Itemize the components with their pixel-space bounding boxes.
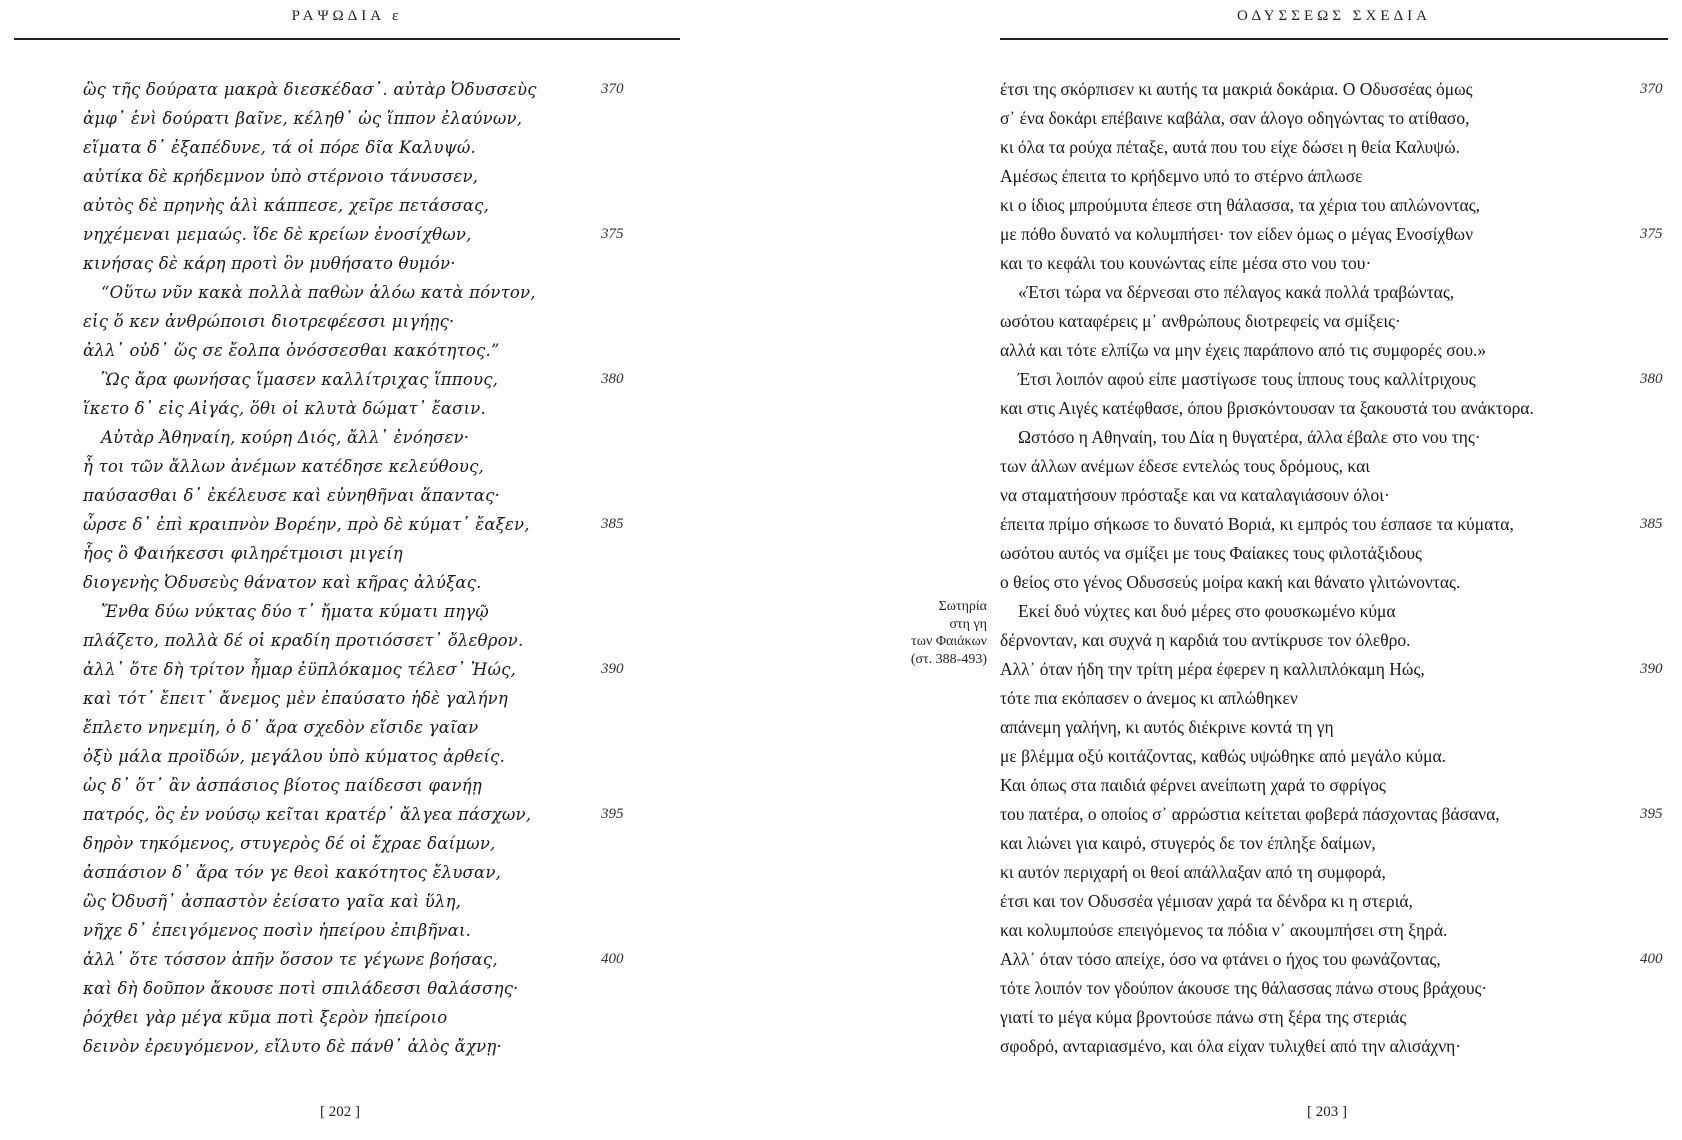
verse-text: να σταματήσουν πρόσταξε και να καταλαγιάσουν όλοι·	[1000, 485, 1390, 505]
verse-line	[83, 829, 643, 858]
verse-text: πατρός, ὃς ἐν νούσῳ κεῖται κρατέρ᾽ ἄλγεα πάσχων,	[83, 805, 532, 824]
verse-text: ωσότου καταφέρεις μ᾽ ανθρώπους διοτρεφείς να σμίξεις·	[1000, 311, 1401, 331]
verse-line	[1000, 510, 1663, 539]
margin-note-line: Σωτηρία	[938, 599, 987, 614]
verse-line	[1000, 916, 1640, 945]
line-number: 375	[1640, 226, 1663, 242]
verse-line	[1000, 104, 1640, 133]
verse-text: τότε λοιπόν τον γδούπον άκουσε της θάλασσας πάνω στους βράχους·	[1000, 978, 1488, 998]
verse-text: αὐτὸς δὲ πρηνὴς ἁλὶ κάππεσε, χεῖρε πετάσσας,	[83, 196, 490, 215]
verse-line	[1000, 829, 1640, 858]
verse-text: Έτσι λοιπόν αφού είπε μαστίγωσε τους ίππους τους καλλίτριχους	[1018, 369, 1476, 389]
verse-text: με πόθο δυνατό να κολυμπήσει· τον είδεν όμως ο μέγας Ενοσίχθων	[1000, 224, 1473, 244]
verse-text: Αλλ᾽ όταν ήδη την τρίτη μέρα έφερεν η καλλιπλόκαμη Ηώς,	[1000, 659, 1425, 679]
verse-text: καὶ τότ᾽ ἔπειτ᾽ ἄνεμος μὲν ἐπαύσατο ἠδὲ γαλήνη	[83, 689, 508, 708]
line-number: 380	[1640, 371, 1663, 387]
verse-line	[83, 655, 643, 684]
verse-line	[1000, 887, 1640, 916]
verse-text: παύσασθαι δ᾽ ἐκέλευσε καὶ εὐνηθῆναι ἅπαντας·	[83, 486, 501, 505]
verse-text: σ᾽ ένα δοκάρι επέβαινε καβάλα, σαν άλογο οδηγώντας το ατίθασο,	[1000, 108, 1470, 128]
margin-note	[881, 598, 987, 668]
verse-line	[83, 626, 643, 655]
verse-line	[1000, 568, 1640, 597]
verse-line	[1000, 1003, 1640, 1032]
verse-line	[1000, 394, 1640, 423]
verse-text: με βλέμμα οξύ κοιτάζοντας, καθώς υψώθηκε από μεγάλο κύμα.	[1000, 746, 1447, 766]
verse-text: ὣς Ὀδυσῆ᾽ ἀσπαστὸν ἐείσατο γαῖα καὶ ὕλη,	[83, 892, 462, 911]
verse-line	[83, 75, 643, 104]
verse-line	[83, 1032, 643, 1061]
verse-text: τότε πια εκόπασεν ο άνεμος κι απλώθηκεν	[1000, 688, 1298, 708]
verse-text: των άλλων ανέμων έδεσε εντελώς τους δρόμους, και	[1000, 456, 1370, 476]
translation-verse-list	[1000, 75, 1663, 1061]
verse-text: έπειτα πρίμο σήκωσε το δυνατό Βοριά, κι εμπρός του έσπασε τα κύματα,	[1000, 514, 1514, 534]
verse-text: δεινὸν ἐρευγόμενον, εἴλυτο δὲ πάνθ᾽ ἁλὸς ἄχνῃ·	[83, 1037, 502, 1056]
verse-line	[1000, 626, 1640, 655]
verse-text: αὐτίκα δὲ κρήδεμνον ὑπὸ στέρνοιο τάνυσσεν,	[83, 167, 479, 186]
verse-line	[83, 684, 643, 713]
verse-line	[1000, 771, 1640, 800]
line-number: 395	[1640, 806, 1663, 822]
verse-line	[83, 974, 643, 1003]
verse-line	[83, 887, 643, 916]
verse-text: ἧος ὃ Φαιήκεσσι φιληρέτμοισι μιγείη	[83, 544, 403, 563]
verse-line	[83, 481, 643, 510]
line-number: 370	[1640, 81, 1663, 97]
verse-line	[1000, 742, 1640, 771]
verse-text: Εκεί δυό νύχτες και δυό μέρες στο φουσκωμένο κύμα	[1018, 601, 1396, 621]
verse-line	[83, 945, 643, 974]
line-number: 390	[601, 661, 624, 677]
verse-text: Ωστόσο η Αθηναίη, του Δία η θυγατέρα, άλλα έβαλε στο νου της·	[1018, 427, 1481, 447]
verse-text: ὣς τῆς δούρατα μακρὰ διεσκέδασ᾽. αὐτὰρ Ὀδυσσεὺς	[83, 80, 537, 99]
verse-line	[1000, 539, 1640, 568]
verse-text: ο θείος στο γένος Οδυσσεύς μοίρα κακή και θάνατο γλιτώνοντας.	[1000, 572, 1461, 592]
verse-text: ὀξὺ μάλα προϊδών, μεγάλου ὑπὸ κύματος ἀρθείς.	[83, 747, 506, 766]
verse-line	[83, 133, 643, 162]
verse-text: Αὐτὰρ Ἀθηναίη, κούρη Διός, ἄλλ᾽ ἐνόησεν·	[101, 428, 470, 447]
verse-line	[1000, 713, 1640, 742]
verse-text: εἵματα δ᾽ ἐξαπέδυνε, τά οἱ πόρε δῖα Καλυψώ.	[83, 138, 476, 157]
page-number-right: [ 203 ]	[1307, 1104, 1347, 1120]
verse-text: δέρνονταν, και συχνά η καρδιά του αντίκρυσε τον όλεθρο.	[1000, 630, 1411, 650]
verse-text: και λιώνει για καιρό, στυγερός δε τον έπληξε δαίμων,	[1000, 833, 1376, 853]
page-number-left: [ 202 ]	[320, 1104, 360, 1120]
verse-line	[83, 394, 643, 423]
verse-line	[83, 742, 643, 771]
right-page-modern-translation	[841, 0, 1682, 1140]
verse-line	[1000, 365, 1663, 394]
verse-text: αλλά και τότε ελπίζω να μην έχεις παράπονο από τις συμφορές σου.»	[1000, 340, 1487, 360]
verse-line	[1000, 75, 1663, 104]
verse-text: “Οὕτω νῦν κακὰ πολλὰ παθὼν ἀλόω κατὰ πόντον,	[101, 283, 536, 302]
verse-line	[1000, 858, 1640, 887]
verse-text: απάνεμη γαλήνη, κι αυτός διέκρινε κοντά τη γη	[1000, 717, 1334, 737]
verse-text: Και όπως στα παιδιά φέρνει ανείπωτη χαρά το σφρίγος	[1000, 775, 1386, 795]
verse-line	[1000, 655, 1663, 684]
verse-text: ὡς δ᾽ ὅτ᾽ ἂν ἀσπάσιος βίοτος παίδεσσι φανήῃ	[83, 776, 482, 795]
verse-line	[1000, 191, 1640, 220]
verse-text: και το κεφάλι του κουνώντας είπε μέσα στο νου του·	[1000, 253, 1372, 273]
verse-line	[83, 597, 643, 626]
verse-line	[1000, 452, 1640, 481]
verse-text: ἦ τοι τῶν ἄλλων ἀνέμων κατέδησε κελεύθους,	[83, 457, 484, 476]
verse-line	[83, 220, 643, 249]
verse-line	[83, 191, 643, 220]
verse-text: διογενὴς Ὀδυσεὺς θάνατον καὶ κῆρας ἀλύξας.	[83, 573, 482, 592]
verse-line	[1000, 162, 1640, 191]
verse-text: κινήσας δὲ κάρη προτὶ ὃν μυθήσατο θυμόν·	[83, 254, 456, 273]
verse-line	[83, 771, 643, 800]
margin-note-line: στη γη	[949, 616, 987, 632]
running-head-right: ΟΔΥΣΣΕΩΣ ΣΧΕΔΙΑ	[1237, 8, 1431, 24]
verse-text: πλάζετο, πολλὰ δέ οἱ κραδίη προτιόσσετ᾽ ὄλεθρον.	[83, 631, 524, 650]
verse-line	[83, 539, 643, 568]
verse-text: εἰς ὅ κεν ἀνθρώποισι διοτρεφέεσσι μιγήῃς·	[83, 312, 455, 331]
verse-text: έτσι και τον Οδυσσέα γέμισαν χαρά τα δένδρα κι η στεριά,	[1000, 891, 1413, 911]
verse-line	[1000, 423, 1640, 452]
verse-line	[83, 916, 643, 945]
header-rule-right	[1000, 38, 1668, 40]
verse-line	[1000, 597, 1640, 626]
verse-text: καὶ δὴ δοῦπον ἄκουσε ποτὶ σπιλάδεσσι θαλάσσης·	[83, 979, 519, 998]
verse-text: ἀλλ᾽ οὐδ᾽ ὥς σε ἔολπα ὀνόσσεσθαι κακότητος.”	[83, 341, 500, 360]
verse-line	[83, 249, 643, 278]
verse-text: ἀμφ᾽ ἑνὶ δούρατι βαῖνε, κέληθ᾽ ὡς ἵππον ἐλαύνων,	[83, 109, 523, 128]
verse-line	[83, 713, 643, 742]
verse-text: Ἔνθα δύω νύκτας δύο τ᾽ ἤματα κύματι πηγῷ	[101, 602, 489, 621]
line-number: 385	[1640, 516, 1663, 532]
verse-line	[1000, 974, 1640, 1003]
verse-line	[1000, 336, 1640, 365]
verse-line	[83, 423, 643, 452]
line-number: 370	[601, 81, 624, 97]
margin-note-line: (στ. 388-493)	[910, 651, 987, 667]
verse-text: νηχέμεναι μεμαώς. ἴδε δὲ κρείων ἐνοσίχθων,	[83, 225, 472, 244]
verse-line	[1000, 945, 1663, 974]
header-rule-left	[14, 38, 680, 40]
verse-line	[1000, 278, 1640, 307]
line-number: 400	[1640, 951, 1663, 967]
verse-line	[83, 278, 643, 307]
verse-text: ἔπλετο νηνεμίη, ὁ δ᾽ ἄρα σχεδὸν εἴσιδε γαῖαν	[83, 718, 479, 737]
verse-line	[83, 858, 643, 887]
verse-line	[1000, 220, 1663, 249]
verse-line	[83, 336, 643, 365]
line-number: 390	[1640, 661, 1663, 677]
verse-text: κι όλα τα ρούχα πέταξε, αυτά που του είχε δώσει η θεία Καλυψώ.	[1000, 137, 1460, 157]
line-number: 400	[601, 951, 624, 967]
verse-line	[83, 452, 643, 481]
verse-text: ωσότου αυτός να σμίξει με τους Φαίακες τους φιλοτάξιδους	[1000, 543, 1422, 563]
verse-text: και κολυμπούσε επειγόμενος τα πόδια ν᾽ ακουμπήσει στη ξηρά.	[1000, 920, 1448, 940]
greek-verse-list	[83, 75, 643, 1061]
running-head-left: ΡΑΨΩΔΙΑ ε	[291, 8, 403, 24]
verse-line	[1000, 800, 1663, 829]
verse-line	[83, 800, 643, 829]
verse-line	[83, 510, 643, 539]
verse-text: Αμέσως έπειτα το κρήδεμνο υπό το στέρνο άπλωσε	[1000, 166, 1363, 186]
verse-line	[83, 568, 643, 597]
verse-line	[83, 365, 643, 394]
verse-text: και στις Αιγές κατέφθασε, όπου βρισκόντουσαν τα ξακουστά του ανάκτορα.	[1000, 398, 1534, 418]
verse-text: ἀσπάσιον δ᾽ ἄρα τόν γε θεοὶ κακότητος ἔλυσαν,	[83, 863, 502, 882]
verse-line	[1000, 249, 1640, 278]
margin-note-line: των Φαιάκων	[911, 634, 987, 649]
verse-text: Αλλ᾽ όταν τόσο απείχε, όσο να φτάνει ο ήχος του φωνάζοντας,	[1000, 949, 1441, 969]
line-number: 380	[601, 371, 624, 387]
verse-line	[1000, 1032, 1640, 1061]
verse-text: έτσι της σκόρπισεν κι αυτής τα μακριά δοκάρια. Ο Οδυσσέας όμως	[1000, 79, 1473, 99]
verse-text: γιατί το μέγα κύμα βροντούσε πάνω στη ξέρα της στεριάς	[1000, 1007, 1407, 1027]
verse-line	[1000, 307, 1640, 336]
verse-text: ῥόχθει γὰρ μέγα κῦμα ποτὶ ξερὸν ἠπείροιο	[83, 1008, 448, 1027]
verse-text: του πατέρα, ο οποίος σ᾽ αρρώστια κείτεται φοβερά πάσχοντας βάσανα,	[1000, 804, 1500, 824]
line-number: 375	[601, 226, 624, 242]
verse-line	[83, 1003, 643, 1032]
verse-text: σφοδρό, ανταριασμένο, και όλα είχαν τυλιχθεί από την αλισάχνη·	[1000, 1036, 1462, 1056]
verse-line	[83, 162, 643, 191]
verse-text: «Έτσι τώρα να δέρνεσαι στο πέλαγος κακά πολλά τραβώντας,	[1018, 282, 1455, 302]
verse-line	[83, 104, 643, 133]
verse-text: νῆχε δ᾽ ἐπειγόμενος ποσὶν ἠπείρου ἐπιβῆναι.	[83, 921, 472, 940]
verse-text: ἀλλ᾽ ὅτε τόσσον ἀπῆν ὅσσον τε γέγωνε βοήσας,	[83, 950, 498, 969]
verse-text: δηρὸν τηκόμενος, στυγερὸς δέ οἱ ἔχραε δαίμων,	[83, 834, 496, 853]
verse-text: ἀλλ᾽ ὅτε δὴ τρίτον ἦμαρ ἐϋπλόκαμος τέλεσ᾽ Ἠώς,	[83, 660, 516, 679]
verse-text: ἵκετο δ᾽ εἰς Αἰγάς, ὅθι οἱ κλυτὰ δώματ᾽ ἔασιν.	[83, 399, 486, 418]
verse-text: ὦρσε δ᾽ ἐπὶ κραιπνὸν Βορέην, πρὸ δὲ κύματ᾽ ἔαξεν,	[83, 515, 530, 534]
line-number: 395	[601, 806, 624, 822]
verse-text: Ὣς ἄρα φωνήσας ἵμασεν καλλίτριχας ἵππους,	[101, 370, 499, 389]
verse-line	[1000, 133, 1640, 162]
verse-text: κι ο ίδιος μπρούμυτα έπεσε στη θάλασσα, τα χέρια του απλώνοντας,	[1000, 195, 1480, 215]
line-number: 385	[601, 516, 624, 532]
verse-text: κι αυτόν περιχαρή οι θεοί απάλλαξαν από τη συμφορά,	[1000, 862, 1386, 882]
verse-line	[1000, 481, 1640, 510]
verse-line	[83, 307, 643, 336]
verse-line	[1000, 684, 1640, 713]
